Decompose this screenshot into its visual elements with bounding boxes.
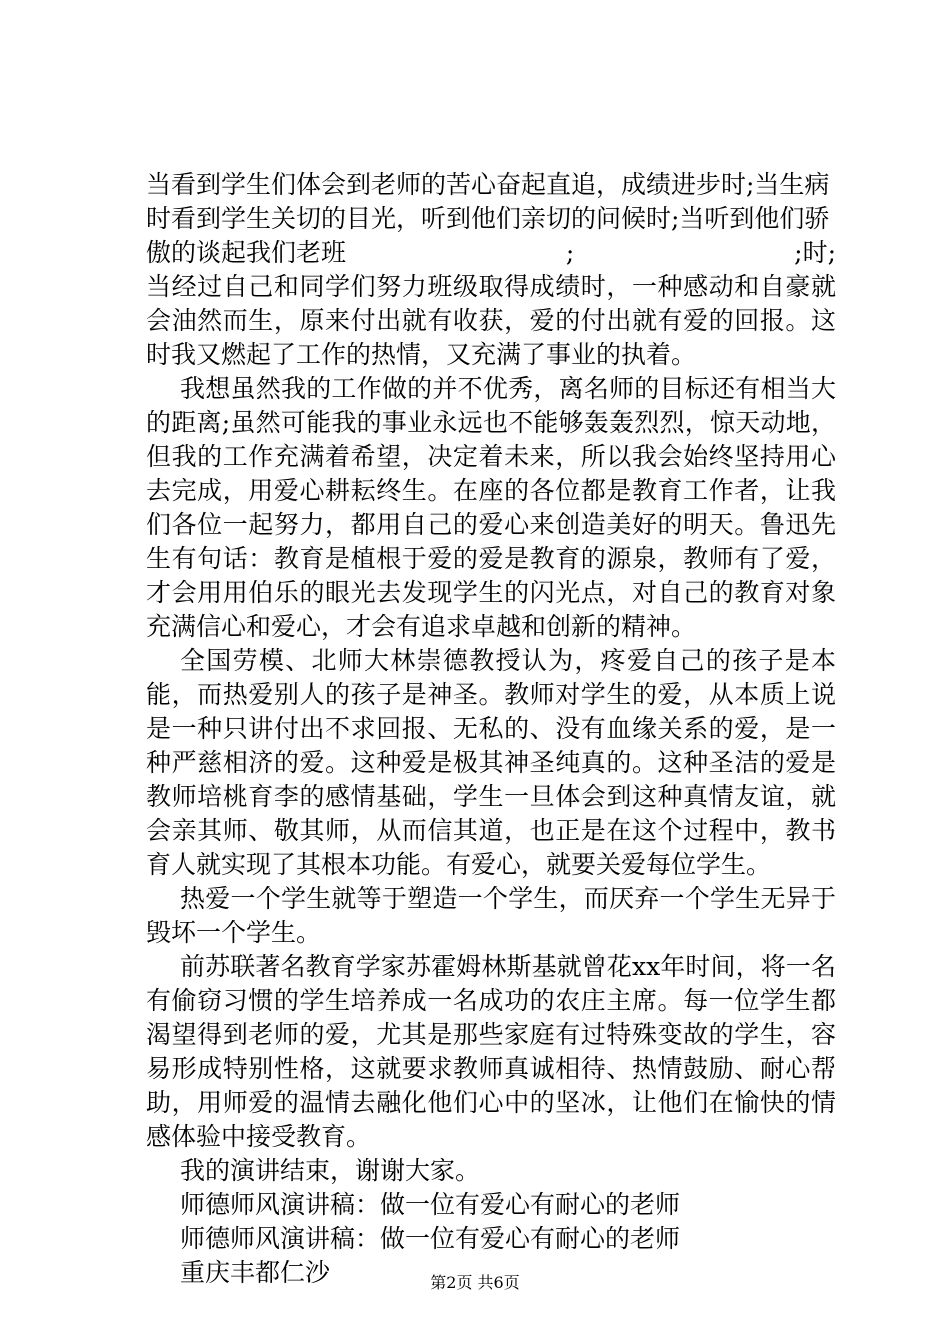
closing-line-1: 我的演讲结束，谢谢大家。 — [180, 1156, 481, 1185]
intro-line-1: 当看到学生们体会到老师的苦心奋起直追，成绩进步时;当生病 — [146, 170, 830, 199]
closing-line-4: 重庆丰都仁沙 — [180, 1258, 331, 1287]
gap-line-right: ;时; — [794, 238, 836, 267]
closing-line-2: 师德师风演讲稿：做一位有爱心有耐心的老师 — [180, 1190, 681, 1219]
paragraph-3: 热爱一个学生就等于塑造一个学生，而厌弃一个学生无异于毁坏一个学生。 — [146, 884, 836, 947]
intro-gap-line — [146, 236, 836, 270]
intro-line-2: 时看到学生关切的目光，听到他们亲切的问候时;当听到他们骄 — [146, 204, 830, 233]
gap-line-left: 傲的谈起我们老班 — [146, 238, 347, 267]
paragraph-1: 我想虽然我的工作做的并不优秀，离名师的目标还有相当大的距离;虽然可能我的事业永远也不能够轰轰烈烈，惊天动地，但我的工作充满着希望，决定着未来，所以我会始终坚持用心去完成，用爱心耕耘终生。在座的各位都是教育工作者，让我们各位一起努力，都用自己的爱心来创造美好的明天。鲁迅先生有句话：教育是植根于爱的爱是教育的源泉，教师有了爱，才会用用伯乐的眼光去发现学生的闪光点，对自己的教育对象充满信心和爱心，才会有追求卓越和创新的精神。 — [146, 374, 836, 641]
page-number-footer: 第2页 共6页 — [430, 1273, 520, 1292]
paragraph-2: 全国劳模、北师大林崇德教授认为，疼爱自己的孩子是本能，而热爱别人的孩子是神圣。教师对学生的爱，从本质上说是一种只讲付出不求回报、无私的、没有血缘关系的爱，是一种严慈相济的爱。这种爱是极其神圣纯真的。这种圣洁的爱是教师培桃育李的感情基础，学生一旦体会到这种真情友谊，就会亲其师、敬其师，从而信其道，也正是在这个过程中，教书育人就实现了其根本功能。有爱心，就要关爱每位学生。 — [146, 646, 836, 879]
paragraph-4: 前苏联著名教育学家苏霍姆林斯基就曾花xx年时间，将一名有偷窃习惯的学生培养成一名成功的农庄主席。每一位学生都渴望得到老师的爱，尤其是那些家庭有过特殊变故的学生，容易形成特别性格，这就要求教师真诚相待、热情鼓励、耐心帮助，用师爱的温情去融化他们心中的坚冰，让他们在愉快的情感体验中接受教育。 — [146, 952, 836, 1151]
closing-line-3: 师德师风演讲稿：做一位有爱心有耐心的老师 — [180, 1224, 681, 1253]
intro-paragraph-rest: 当经过自己和同学们努力班级取得成绩时，一种感动和自豪就会油然而生，原来付出就有收获，爱的付出就有爱的回报。这时我又燃起了工作的热情，又充满了事业的执着。 — [146, 272, 836, 369]
gap-line-middle: ; — [565, 238, 575, 267]
body-text — [146, 168, 836, 1290]
